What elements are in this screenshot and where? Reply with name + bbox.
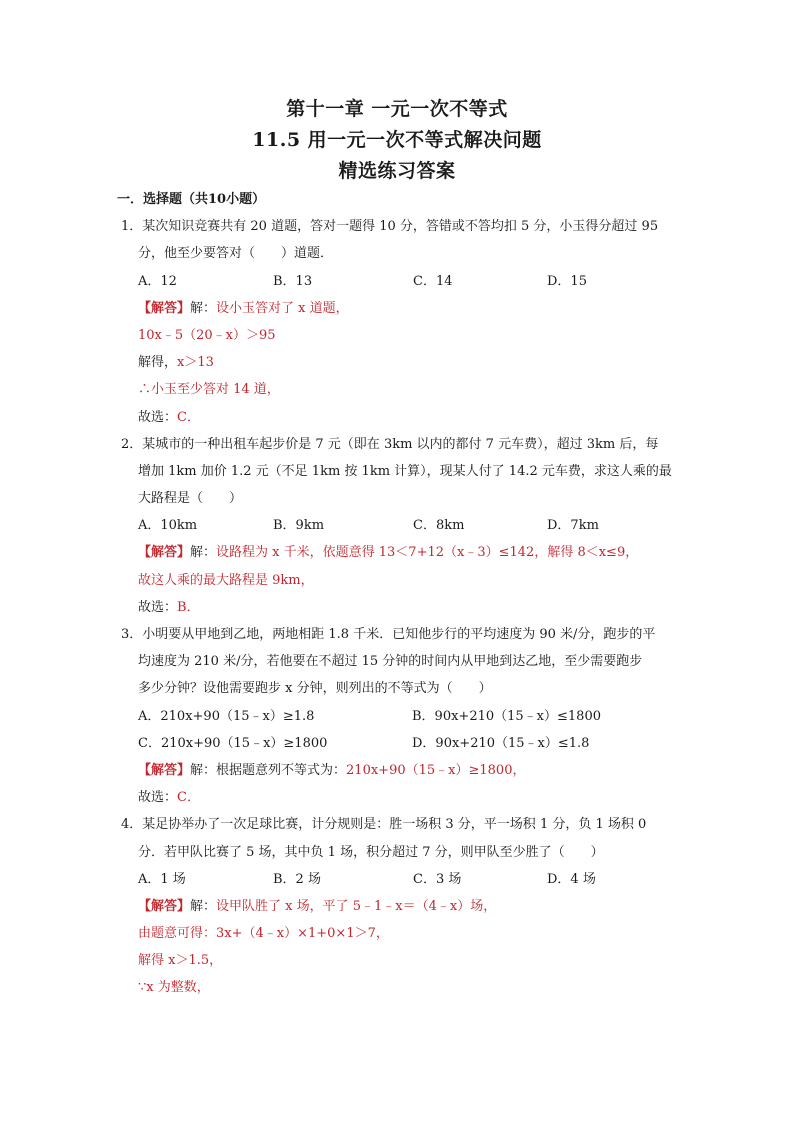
- option-b: B．13: [273, 273, 313, 289]
- options-row: [121, 730, 681, 757]
- option-c: C．8km: [413, 518, 465, 534]
- choice-line: [121, 784, 681, 811]
- option-c: C．3 场: [413, 871, 462, 887]
- answer-tag: 【解答】: [138, 545, 191, 561]
- section-title: 11.5 用一元一次不等式解决问题: [252, 129, 542, 151]
- choice-line: [121, 404, 681, 431]
- answer-tag: 【解答】: [138, 300, 191, 316]
- answer-text: x＞13: [177, 355, 214, 371]
- question-stem-line: 2．某城市的一种出租车起步价是 7 元（即在 3km 以内的都付 7 元车费），超过 3km 后，每: [121, 436, 659, 452]
- title-block: [0, 94, 794, 187]
- answer-label: 解：: [190, 300, 217, 316]
- question-stem-line: 大路程是（ ）: [138, 491, 243, 507]
- solve-label: 解得，: [138, 355, 178, 371]
- answer-line: 10x﹣5（20﹣x）＞95: [138, 327, 276, 343]
- option-d: D．4 场: [547, 871, 596, 887]
- question-stem-line: 均速度为 210 米/分，若他要在不超过 15 分钟的时间内从甲地到达乙地，至少需要跑步: [138, 654, 643, 670]
- options-row: [121, 512, 681, 539]
- option-a: A．10km: [138, 518, 198, 534]
- option-d: D．90x+210（15﹣x）≤1.8: [412, 735, 590, 751]
- option-a: A．12: [138, 273, 177, 289]
- option-b: B．90x+210（15﹣x）≤1800: [412, 708, 601, 724]
- choice-prefix: 故选：: [138, 790, 178, 806]
- answer-text: 设路程为 x 千米，依题意得 13＜7+12（x﹣3）≤142，解得 8＜x≤9，: [216, 545, 639, 561]
- option-c: C．14: [413, 273, 453, 289]
- option-c: C．210x+90（15﹣x）≥1800: [138, 735, 328, 751]
- answer-line: [121, 295, 681, 322]
- option-b: B．9km: [273, 518, 325, 534]
- chapter-title: 第十一章 一元一次不等式: [286, 98, 508, 120]
- answer-line: [121, 757, 681, 784]
- option-a: A．1 场: [138, 871, 186, 887]
- answer-tag: 【解答】: [138, 898, 191, 914]
- answer-label: 解：根据题意列不等式为：: [190, 762, 347, 778]
- answer-line: 故这人乘的最大路程是 9km，: [138, 572, 314, 588]
- answer-text: 设甲队胜了 x 场，平了 5﹣1﹣x＝（4﹣x）场，: [216, 898, 497, 914]
- answer-label: 解：: [190, 545, 217, 561]
- question-stem-line: 分．若甲队比赛了 5 场，其中负 1 场，积分超过 7 分，则甲队至少胜了（ ）: [138, 844, 604, 860]
- question-stem-line: 分，他至少要答对（ ）道题．: [138, 246, 334, 262]
- answer-text: 210x+90（15﹣x）≥1800，: [346, 762, 526, 778]
- answer-line: ∴小玉至少答对 14 道，: [138, 382, 280, 398]
- answer-label: 解：: [190, 898, 217, 914]
- answer-line: [121, 539, 681, 566]
- answer-tag: 【解答】: [138, 762, 191, 778]
- options-row: [121, 703, 681, 730]
- choice-prefix: 故选：: [138, 409, 178, 425]
- choice-prefix: 故选：: [138, 599, 178, 615]
- section-heading: 一．选择题（共10小题）: [117, 192, 266, 207]
- choice-letter: C．: [177, 409, 200, 425]
- option-d: D．7km: [547, 518, 599, 534]
- question-stem-line: 1．某次知识竞赛共有 20 道题，答对一题得 10 分，答错或不答均扣 5 分，小玉得分超过 95: [121, 219, 659, 235]
- question-4: [121, 811, 681, 1001]
- question-stem-line: 多少分钟？设他需要跑步 x 分钟，则列出的不等式为（ ）: [138, 681, 492, 697]
- options-row: [121, 268, 681, 295]
- answer-line: 由题意可得：3x+（4﹣x）×1+0×1＞7，: [138, 926, 389, 942]
- question-3: [121, 621, 681, 811]
- option-d: D．15: [547, 273, 587, 289]
- answer-line: 解得 x＞1.5，: [138, 953, 223, 969]
- answer-line: ∵x 为整数，: [138, 980, 210, 996]
- question-2: [121, 431, 681, 621]
- document-body: [117, 186, 681, 1002]
- answer-text: 设小玉答对了 x 道题，: [216, 300, 349, 316]
- question-stem-line: 增加 1km 加价 1.2 元（不足 1km 按 1km 计算），现某人付了 14.2 元车费，求这人乘的最: [138, 463, 672, 479]
- question-stem-line: 3．小明要从甲地到乙地，两地相距 1.8 千米．已知他步行的平均速度为 90 米/分，跑步的平: [121, 627, 656, 642]
- choice-letter: B．: [177, 599, 200, 615]
- question-1: [121, 213, 681, 431]
- answer-subtitle: 精选练习答案: [338, 160, 456, 182]
- option-a: A．210x+90（15﹣x）≥1.8: [138, 708, 315, 724]
- option-b: B．2 场: [273, 871, 321, 887]
- answer-line: [121, 349, 681, 376]
- choice-letter: C．: [177, 790, 200, 806]
- question-stem-line: 4．某足协举办了一次足球比赛，计分规则是：胜一场积 3 分，平一场积 1 分，负 1 场积 0: [121, 817, 647, 833]
- choice-line: [121, 594, 681, 621]
- answer-line: [121, 893, 681, 920]
- options-row: [121, 866, 681, 893]
